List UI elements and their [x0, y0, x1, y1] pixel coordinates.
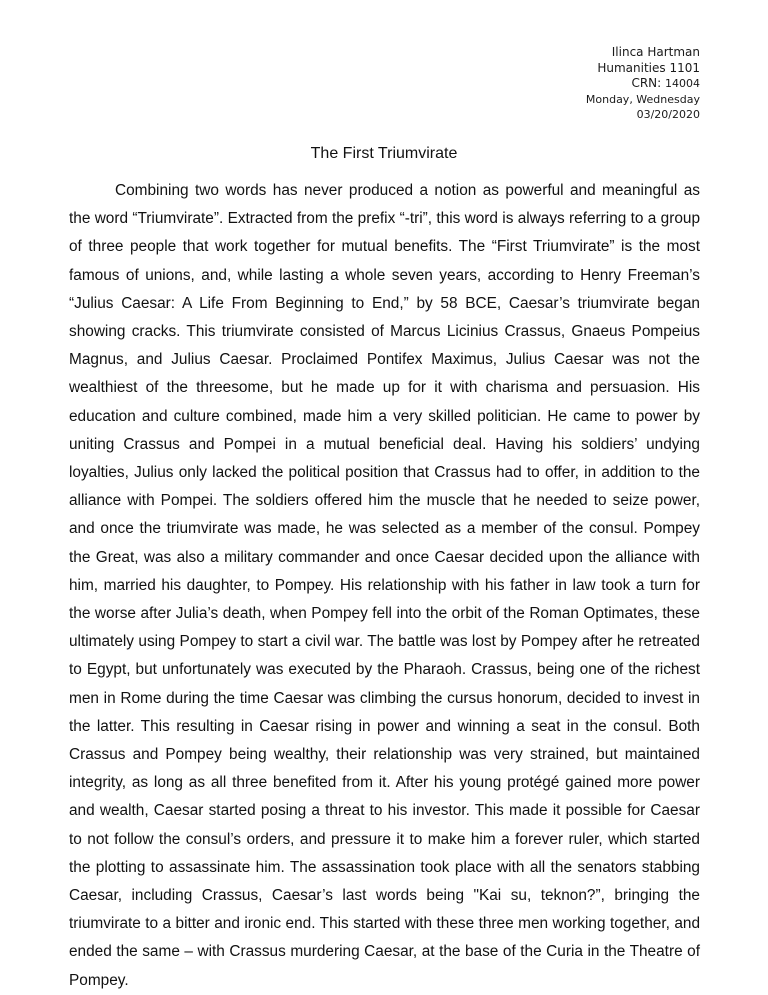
essay-title: The First Triumvirate	[310, 145, 458, 162]
essay-paragraph: Combining two words has never produced a notion as powerful and meaningful as the word “Triumvirate”. Extracted from the prefix “-tri”, this word is always referring to a group of three people that work together for mutual benefits. The “First Triumvirate” is the most famous of unions, and, while lasting a whole seven years, according to Henry Freeman’s “Julius Caesar: A Life From Beginning to End,” by 58 BCE, Caesar’s triumvirate began showing cracks. This triumvirate consisted of Marcus Licinius Crassus, Gnaeus Pompeius Magnus, and Julius Caesar. Proclaimed Pontifex Maximus, Julius Caesar was not the wealthiest of the threesome, but he made up for it with charisma and persuasion. His education and culture combined, made him a very skilled politician. He came to power by uniting Crassus and Pompei in a mutual beneficial deal. Having his soldiers’ undying loyalties, Julius only lacked the political position that Crassus had to offer, in addition to the alliance with Pompei. The soldiers offered him the muscle that he needed to seize power, and once the triumvirate was made, he was selected as a member of the consul. Pompey the Great, was also a military commander and once Caesar decided upon the alliance with him, married his daughter, to Pompey. His relationship with his father in law took a turn for the worse after Julia’s death, when Pompey fell into the orbit of the Roman Optimates, these ultimately using Pompey to start a civil war. The battle was lost by Pompey after he retreated to Egypt, but unfortunately was executed by the Pharaoh. Crassus, being one of the richest men in Rome during the time Caesar was climbing the cursus honorum, decided to invest in the latter. This resulting in Caesar rising in power and winning a seat in the consul. Both Crassus and Pompey being wealthy, their relationship was very strained, but maintained integrity, as long as all three benefited from it. After his young protégé gained more power and wealth, Caesar started posing a threat to his investor. This made it possible for Caesar to not follow the consul’s orders, and pressure it to make him a forever ruler, which started the plotting to assassinate him. The assassination took place with all the senators stabbing Caesar, including Crassus, Caesar’s last words being "Kai su, teknon?”, bringing the triumvirate to a bitter and ironic end. This started with these three men working together, and ended the same – with Crassus murdering Caesar, at the base of the Curia in the Theatre of Pompey.	[69, 182, 700, 989]
essay-date: 03/20/2020	[636, 108, 700, 121]
crn-label: CRN:	[631, 76, 665, 90]
course-name: Humanities 1101	[597, 60, 700, 75]
student-name: Ilinca Hartman	[611, 45, 700, 59]
crn-value: 14004	[665, 77, 700, 90]
crn-line	[586, 76, 700, 92]
class-days: Monday, Wednesday	[585, 92, 700, 106]
heading-block	[586, 45, 700, 123]
